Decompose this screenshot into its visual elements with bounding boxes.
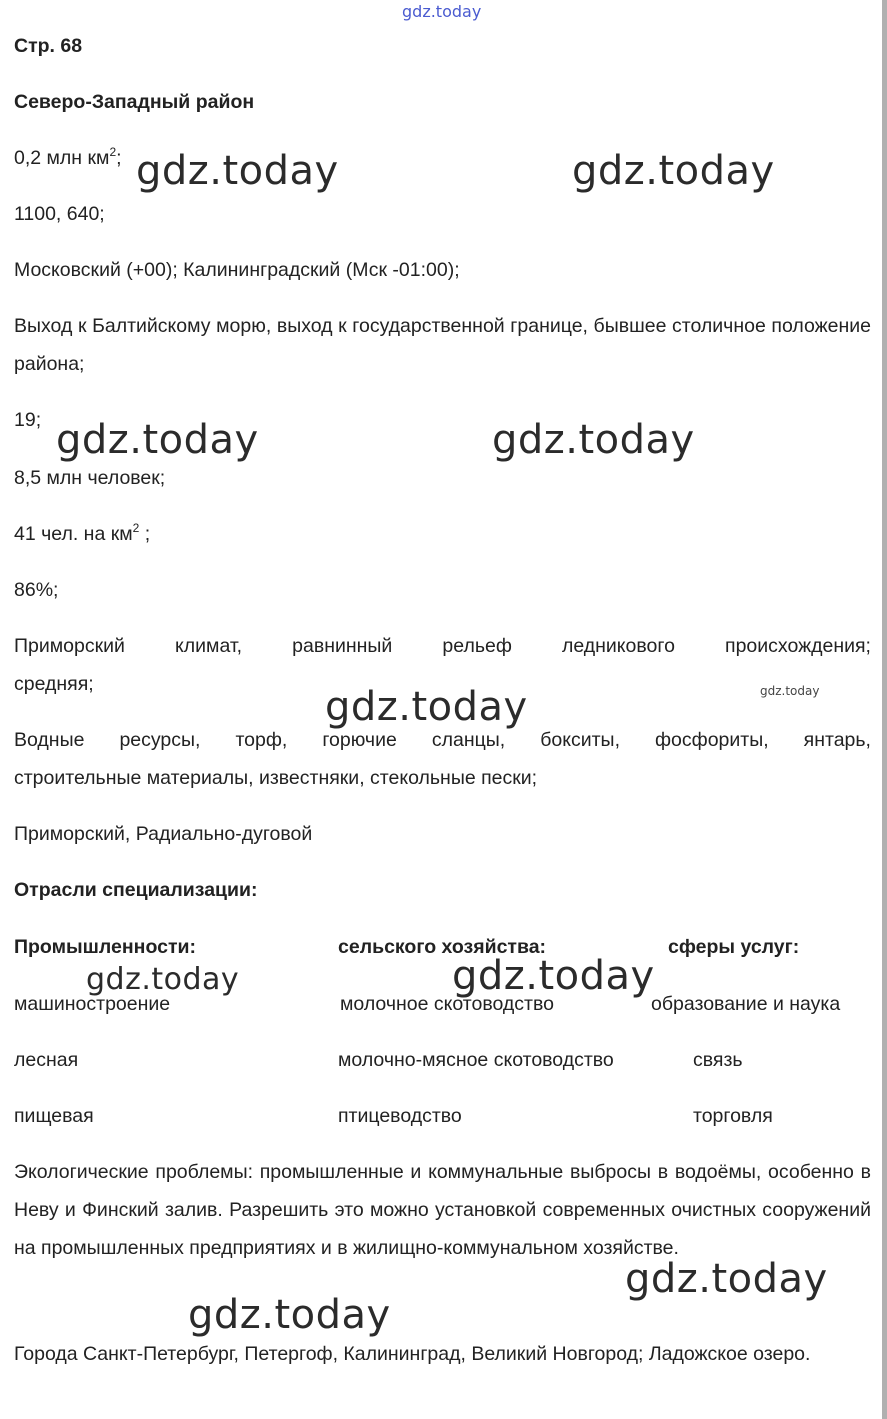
watermark: gdz.today bbox=[625, 1256, 828, 1302]
agriculture-item: молочное скотоводство bbox=[340, 993, 554, 1015]
area-line: 0,2 млн $км^2$; bbox=[14, 145, 122, 169]
climate-line-1: Приморский климат, равнинный рельеф ледникового происхождения; bbox=[14, 635, 871, 657]
industry-item: пищевая bbox=[14, 1105, 94, 1127]
region-title: Северо-Западный район bbox=[14, 91, 255, 113]
cities-paragraph: Города Санкт-Петербург, Петергоф, Калининград, Великий Новгород; Ладожское озеро. bbox=[14, 1343, 811, 1365]
watermark: gdz.today bbox=[188, 1292, 391, 1338]
settlement-types-line: Приморский, Радиально-дуговой bbox=[14, 823, 313, 845]
agriculture-item: птицеводство bbox=[338, 1105, 462, 1127]
watermark: gdz.today bbox=[86, 962, 240, 997]
watermark: gdz.today bbox=[492, 417, 695, 463]
position-paragraph: Выход к Балтийскому морю, выход к государственной границе, бывшее столичное положение района; bbox=[14, 315, 871, 375]
industry-item: машиностроение bbox=[14, 993, 171, 1015]
time-zones-line: Московский (+00); Калининградский (Мск -01:00); bbox=[14, 259, 460, 281]
ecology-paragraph: Экологические проблемы: промышленные и коммунальные выбросы в водоёмы, особенно в Неву и Финский залив. Разрешить это можно установкой современных очистных сооружений на промышленных предприятиях и в жилищно-коммунальном хозяйстве. bbox=[14, 1161, 871, 1259]
urban-share-line: 86%; bbox=[14, 579, 59, 601]
watermark: gdz.today bbox=[452, 953, 655, 999]
services-item: образование и наука bbox=[651, 993, 841, 1015]
industry-header: Промышленности: bbox=[14, 936, 196, 958]
agriculture-header: сельского хозяйства: bbox=[338, 936, 547, 958]
page-number: Стр. 68 bbox=[14, 35, 83, 57]
density-line: 41 чел. на $км^2$ ; bbox=[14, 521, 151, 545]
climate-line-2: средняя; bbox=[14, 673, 94, 695]
population-line: 8,5 млн человек; bbox=[14, 467, 166, 489]
services-item: торговля bbox=[693, 1105, 773, 1127]
resources-line-2: строительные материалы, известняки, стекольные пески; bbox=[14, 767, 538, 789]
services-item: связь bbox=[693, 1049, 743, 1071]
watermark: gdz.today bbox=[56, 417, 259, 463]
watermark: gdz.today bbox=[136, 148, 339, 194]
page-edge bbox=[882, 0, 887, 1419]
header-watermark: gdz.today bbox=[402, 2, 482, 21]
subjects-count-line: 19; bbox=[14, 409, 42, 431]
small-watermark: gdz.today bbox=[760, 684, 820, 698]
services-header: сферы услуг: bbox=[668, 936, 800, 958]
dimensions-line: 1100, 640; bbox=[14, 203, 105, 225]
specialization-title: Отрасли специализации: bbox=[14, 879, 258, 901]
resources-line-1: Водные ресурсы, торф, горючие сланцы, бокситы, фосфориты, янтарь, bbox=[14, 729, 871, 751]
industry-item: лесная bbox=[14, 1049, 79, 1071]
agriculture-item: молочно-мясное скотоводство bbox=[338, 1049, 614, 1071]
watermark: gdz.today bbox=[325, 684, 528, 730]
watermark: gdz.today bbox=[572, 148, 775, 194]
